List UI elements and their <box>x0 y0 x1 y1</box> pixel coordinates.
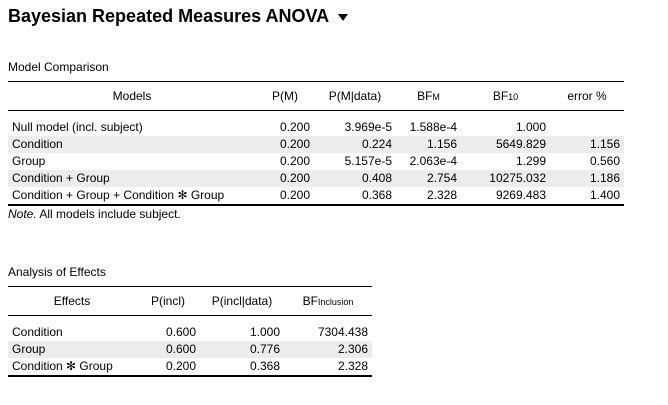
analysis-title <box>8 6 348 27</box>
pincldata-cell: 1.000 <box>249 325 280 339</box>
model-cell: Condition <box>8 136 256 153</box>
model-comparison-header-row <box>8 82 624 111</box>
model-comparison-note <box>8 207 181 221</box>
header-error: error % <box>550 82 624 111</box>
header-models: Models <box>8 82 256 111</box>
header-bfinclusion <box>284 287 372 316</box>
bfincl-cell: 2.306 <box>284 341 372 358</box>
error-cell: 1.186 <box>550 170 624 187</box>
effect-cell: Condition <box>12 325 63 339</box>
bfm-cell: 2.328 <box>396 187 461 205</box>
bf10-cell: 9269.483 <box>461 187 550 205</box>
pincl-cell: 0.600 <box>165 325 196 339</box>
analysis-of-effects-caption: Analysis of Effects <box>8 265 106 279</box>
header-pincl: P(incl) <box>136 287 200 316</box>
header-pm: P(M) <box>256 82 314 111</box>
header-bfinclusion-sub: Inclusion <box>317 297 354 307</box>
pincl-cell: 0.600 <box>136 341 200 358</box>
header-bf10 <box>461 82 550 111</box>
table-row <box>8 119 624 136</box>
bfm-cell: 1.156 <box>396 136 461 153</box>
bfincl-cell: 2.328 <box>284 358 372 376</box>
model-cell: Null model (incl. subject) <box>12 120 143 134</box>
header-bfm-sub: M <box>432 92 440 102</box>
effect-cell: Group <box>8 341 136 358</box>
effect-cell: Condition ✻ Group <box>8 358 136 376</box>
analysis-of-effects-table <box>8 286 372 377</box>
header-effects: Effects <box>8 287 136 316</box>
header-bf10-main: BF <box>492 89 509 103</box>
model-comparison-caption: Model Comparison <box>8 60 109 74</box>
model-cell: Group <box>12 154 46 168</box>
error-cell: 1.400 <box>550 187 624 205</box>
error-cell <box>550 119 624 136</box>
header-pmdata: P(M|data) <box>314 82 396 111</box>
bf10-cell: 5649.829 <box>461 136 550 153</box>
model-cell: Condition + Group + Condition ✻ Group <box>8 187 256 205</box>
table-row <box>8 153 624 170</box>
effects-header-row <box>8 287 372 316</box>
pmdata-cell: 3.969e-5 <box>344 120 392 134</box>
pmdata-cell: 5.157e-5 <box>344 154 392 168</box>
pm-cell: 0.200 <box>279 154 310 168</box>
pincldata-cell: 0.776 <box>200 341 284 358</box>
table-row <box>8 187 624 205</box>
header-bfm <box>396 82 461 111</box>
pincl-cell: 0.200 <box>136 358 200 376</box>
pmdata-cell: 0.408 <box>314 170 396 187</box>
header-bfm-main: BF <box>417 89 433 103</box>
error-cell: 1.156 <box>550 136 624 153</box>
bf10-cell: 1.299 <box>515 154 546 168</box>
pmdata-cell: 0.368 <box>314 187 396 205</box>
bfm-cell: 2.754 <box>396 170 461 187</box>
note-text: All models include subject. <box>36 207 181 221</box>
table-row <box>8 341 372 358</box>
pincldata-cell: 0.368 <box>200 358 284 376</box>
model-cell: Condition + Group <box>8 170 256 187</box>
table-row <box>8 136 624 153</box>
bf10-cell: 10275.032 <box>461 170 550 187</box>
pm-cell: 0.200 <box>256 187 314 205</box>
header-pincldata: P(incl|data) <box>200 287 284 316</box>
pmdata-cell: 0.224 <box>314 136 396 153</box>
table-row <box>8 324 372 341</box>
model-comparison-table <box>8 81 624 206</box>
table-row <box>8 358 372 376</box>
pm-cell: 0.200 <box>256 170 314 187</box>
pm-cell: 0.200 <box>256 136 314 153</box>
bfincl-cell: 7304.438 <box>317 325 368 339</box>
header-bfinclusion-main: BF <box>302 294 318 308</box>
table-row <box>8 170 624 187</box>
header-bf10-sub: 10 <box>508 92 519 102</box>
analysis-title-text: Bayesian Repeated Measures ANOVA <box>8 6 330 26</box>
bfm-cell: 2.063e-4 <box>409 154 457 168</box>
title-dropdown-caret-icon[interactable] <box>338 14 348 21</box>
bfm-cell: 1.588e-4 <box>409 120 457 134</box>
note-label: Note. <box>8 207 37 221</box>
bf10-cell: 1.000 <box>515 120 546 134</box>
error-cell: 0.560 <box>589 154 620 168</box>
pm-cell: 0.200 <box>279 120 310 134</box>
